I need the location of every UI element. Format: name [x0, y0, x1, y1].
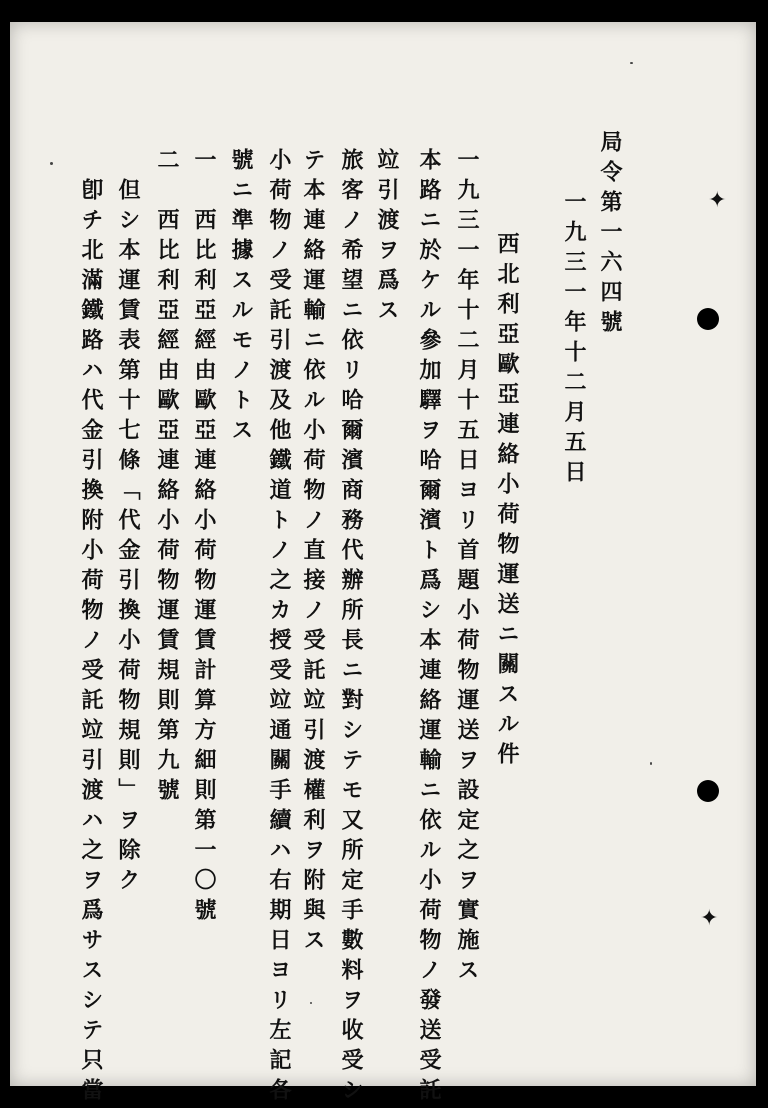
document-date: 一九三一年十二月五日	[561, 190, 587, 490]
binding-hole-icon	[697, 780, 719, 802]
paper-speck	[650, 762, 652, 765]
body-line-11: 卽チ北滿鐵路ハ代金引換附小荷物ノ受託竝引渡ハ之ヲ爲サスシテ只當	[78, 148, 104, 1108]
body-line-1: 一九三一年十二月十五日ヨリ首題小荷物運送ヲ設定之ヲ實施ス	[454, 148, 480, 988]
body-line-3: 竝引渡ヲ爲ス	[374, 148, 400, 328]
body-line-9: 二 西比利亞經由歐亞連絡小荷物運賃規則第九號	[154, 148, 180, 808]
body-line-5: テ本連絡運輸ニ依ル小荷物ノ直接ノ受託竝引渡權利ヲ附與ス	[300, 148, 326, 958]
document-title: 西北利亞歐亞連絡小荷物運送ニ關スル件	[494, 232, 520, 772]
body-line-10: 但シ本運賃表第十七條「代金引換小荷物規則」ヲ除ク	[115, 148, 141, 898]
decree-number: 局令第一六四號	[597, 130, 623, 340]
body-line-4: 旅客ノ希望ニ依リ哈爾濱商務代辦所長ニ對シテモ又所定手數料ヲ收受シ	[338, 148, 364, 1108]
body-line-8: 一 西比利亞經由歐亞連絡小荷物運賃計算方細則第一〇號	[191, 148, 217, 928]
paper-speck	[630, 62, 633, 64]
binding-mark-icon: ✦	[700, 906, 719, 931]
body-line-2: 本路ニ於ケル參加驛ヲ哈爾濱ト爲シ本連絡運輸ニ依ル小荷物ノ發送受託	[416, 148, 442, 1108]
body-line-7: 號ニ準據スルモノトス	[228, 148, 254, 448]
paper-speck	[50, 162, 53, 165]
body-line-6: 小荷物ノ受託引渡及他鐵道トノ之カ授受竝通關手續ハ右期日ヨリ左記各	[266, 148, 292, 1108]
binding-mark-icon: ✦	[708, 188, 727, 213]
paper-speck	[310, 1002, 312, 1004]
binding-hole-icon	[697, 308, 719, 330]
